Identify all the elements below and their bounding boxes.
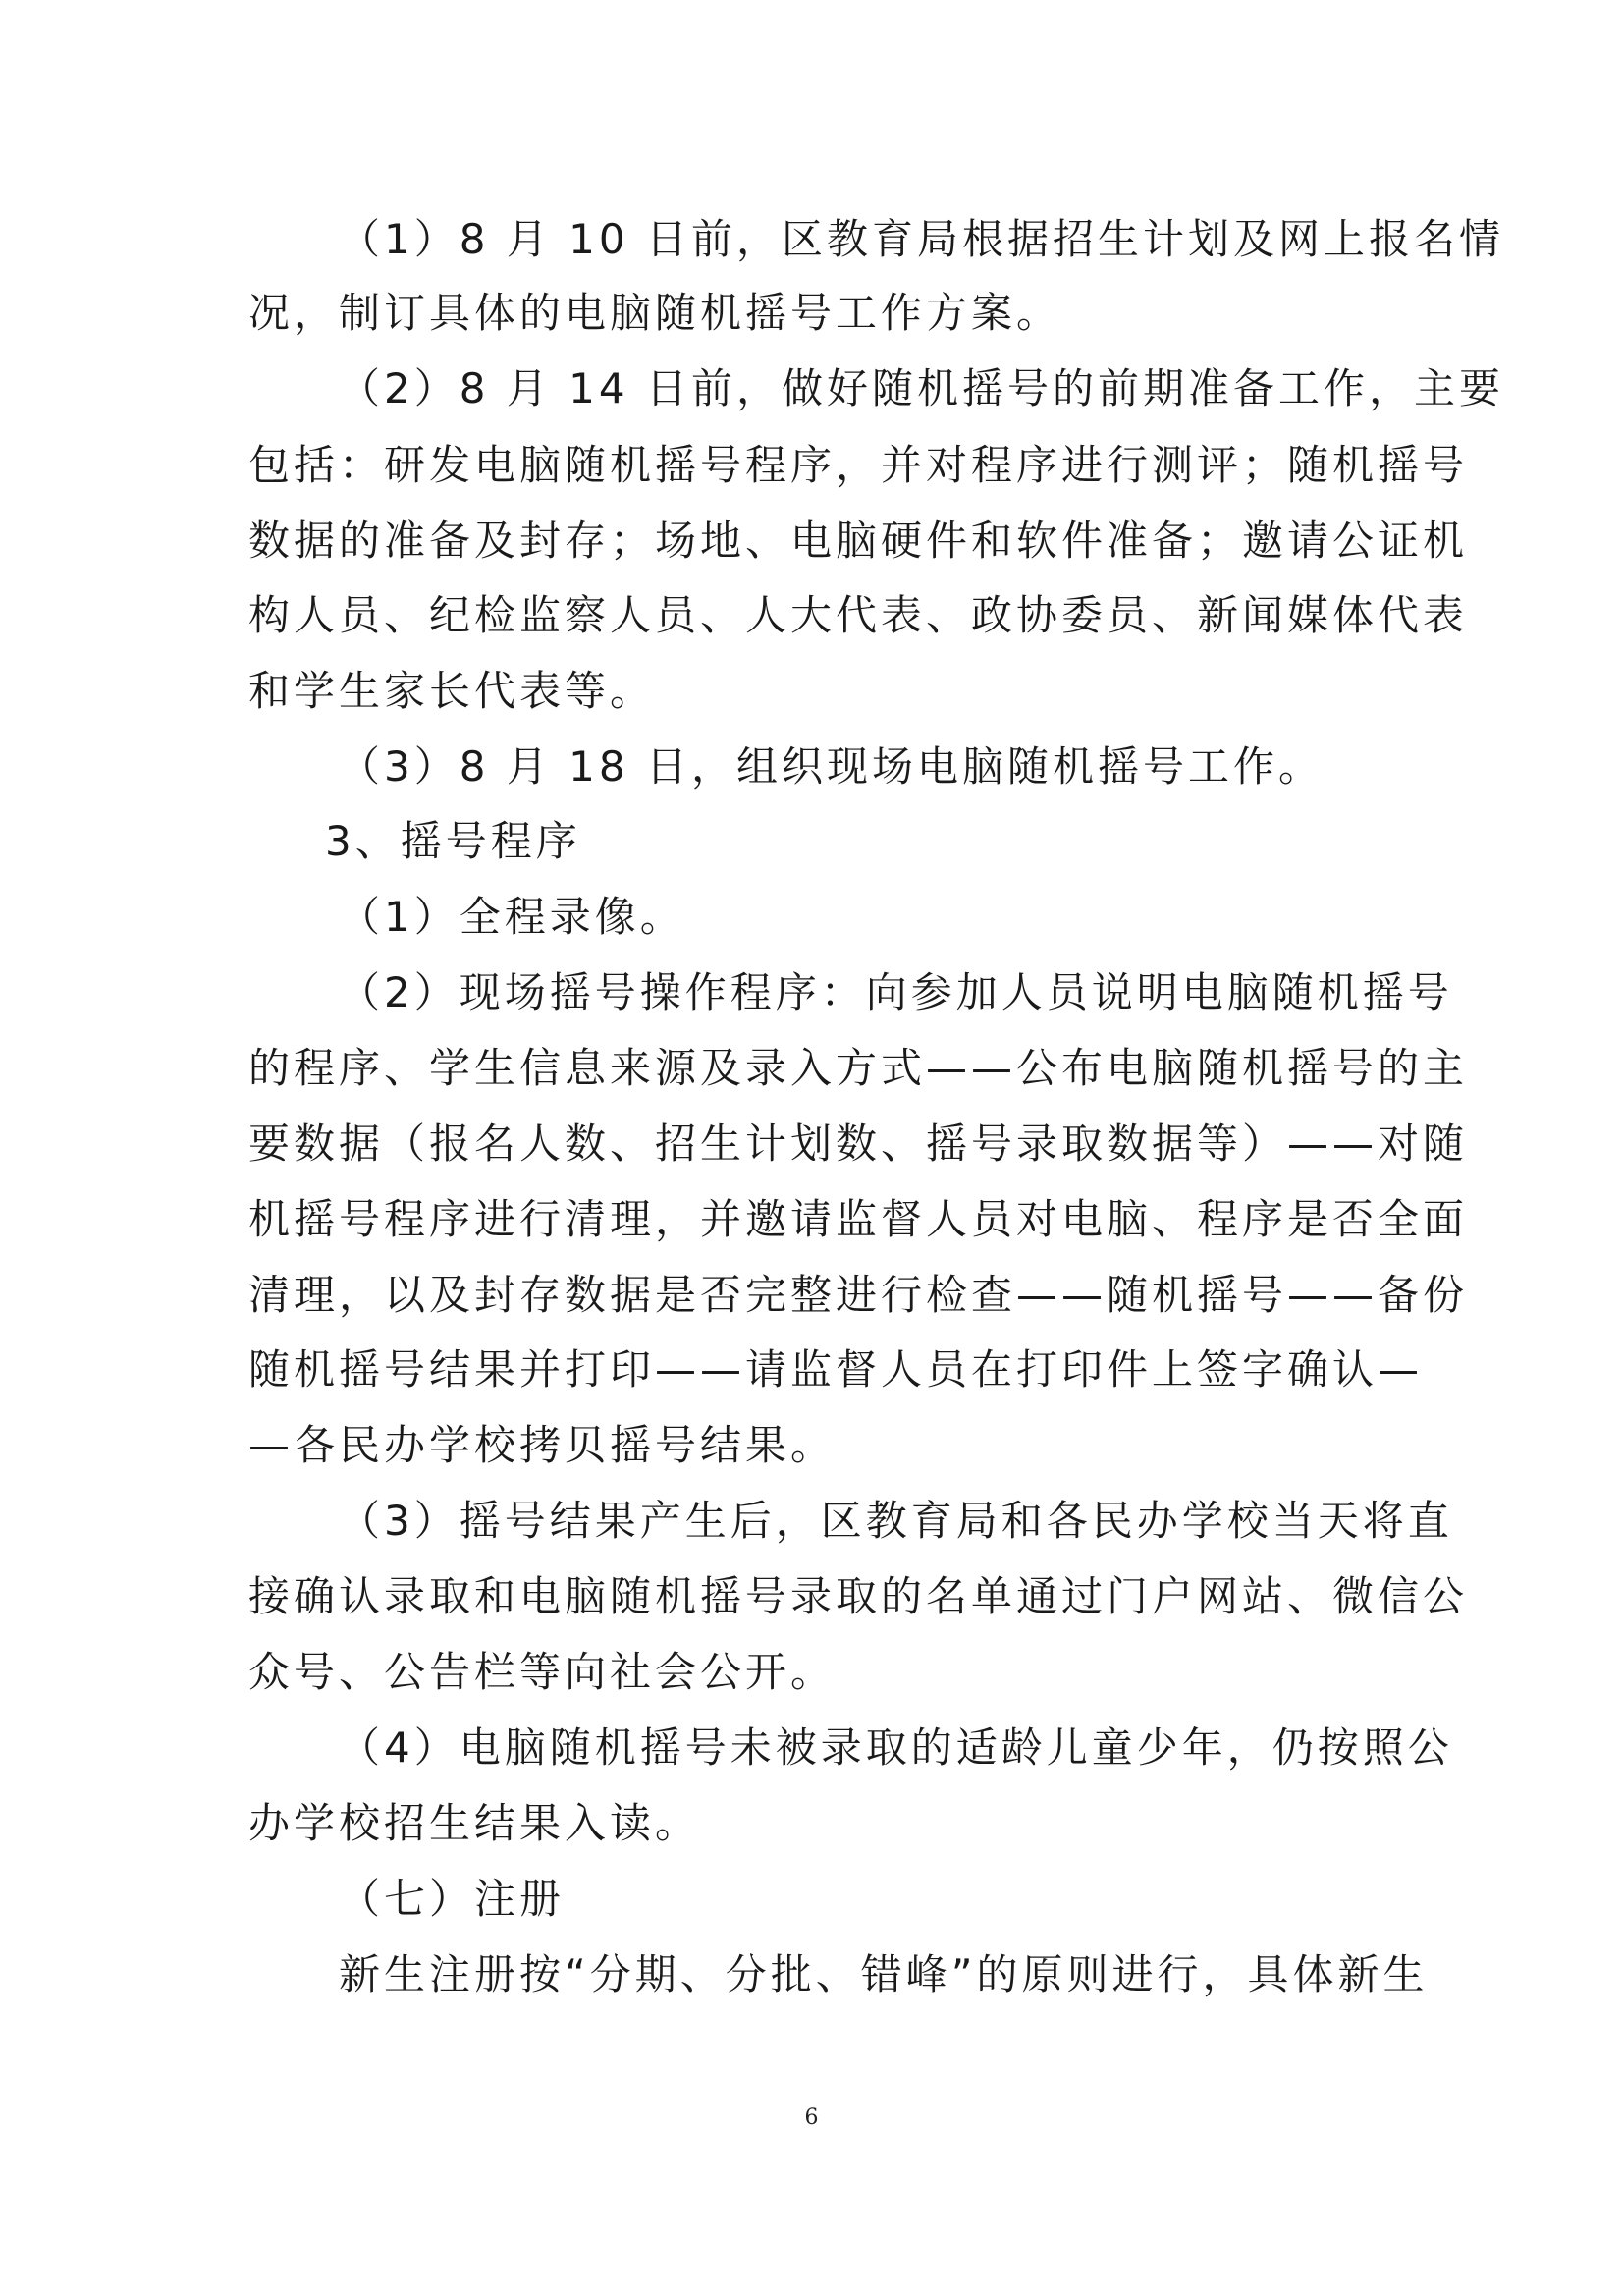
paragraph-line: 办学校招生结果入读。	[248, 1799, 701, 1847]
paragraph-line: 包括：研发电脑随机摇号程序，并对程序进行测评；随机摇号	[248, 441, 1469, 489]
paragraph-line: （3）摇号结果产生后，区教育局和各民办学校当天将直	[339, 1497, 1453, 1545]
paragraph-line: 机摇号程序进行清理，并邀请监督人员对电脑、程序是否全面	[248, 1195, 1469, 1243]
paragraph-line: 随机摇号结果并打印——请监督人员在打印件上签字确认—	[248, 1345, 1424, 1394]
page-number: 6	[804, 2105, 819, 2130]
paragraph-line: 的程序、学生信息来源及录入方式——公布电脑随机摇号的主	[248, 1044, 1469, 1092]
paragraph-line: （2）现场摇号操作程序：向参加人员说明电脑随机摇号	[339, 968, 1453, 1016]
section-heading: 3、摇号程序	[325, 817, 581, 865]
paragraph-line: 数据的准备及封存；场地、电脑硬件和软件准备；邀请公证机	[248, 517, 1469, 565]
paragraph-line: （1）全程录像。	[339, 893, 685, 941]
paragraph-line: 新生注册按“分期、分批、错峰”的原则进行，具体新生	[339, 1950, 1429, 1998]
paragraph-line: 清理，以及封存数据是否完整进行检查——随机摇号——备份	[248, 1271, 1469, 1319]
section-heading: （七）注册	[339, 1875, 566, 1923]
paragraph-line: 况，制订具体的电脑随机摇号工作方案。	[248, 289, 1062, 337]
paragraph-line: （2）8 月 14 日前，做好随机摇号的前期准备工作，主要	[339, 364, 1504, 412]
paragraph-line: —各民办学校拷贝摇号结果。	[248, 1421, 837, 1469]
paragraph-line: 接确认录取和电脑随机摇号录取的名单通过门户网站、微信公	[248, 1572, 1469, 1620]
paragraph-line: 构人员、纪检监察人员、人大代表、政协委员、新闻媒体代表	[248, 591, 1469, 639]
paragraph-line: （1）8 月 10 日前，区教育局根据招生计划及网上报名情	[339, 215, 1504, 263]
paragraph-line: 和学生家长代表等。	[248, 667, 656, 715]
paragraph-line: 众号、公告栏等向社会公开。	[248, 1648, 837, 1696]
paragraph-line: （3）8 月 18 日，组织现场电脑随机摇号工作。	[339, 742, 1324, 791]
paragraph-line: 要数据（报名人数、招生计划数、摇号录取数据等）——对随	[248, 1120, 1469, 1168]
paragraph-line: （4）电脑随机摇号未被录取的适龄儿童少年，仍按照公	[339, 1723, 1453, 1772]
